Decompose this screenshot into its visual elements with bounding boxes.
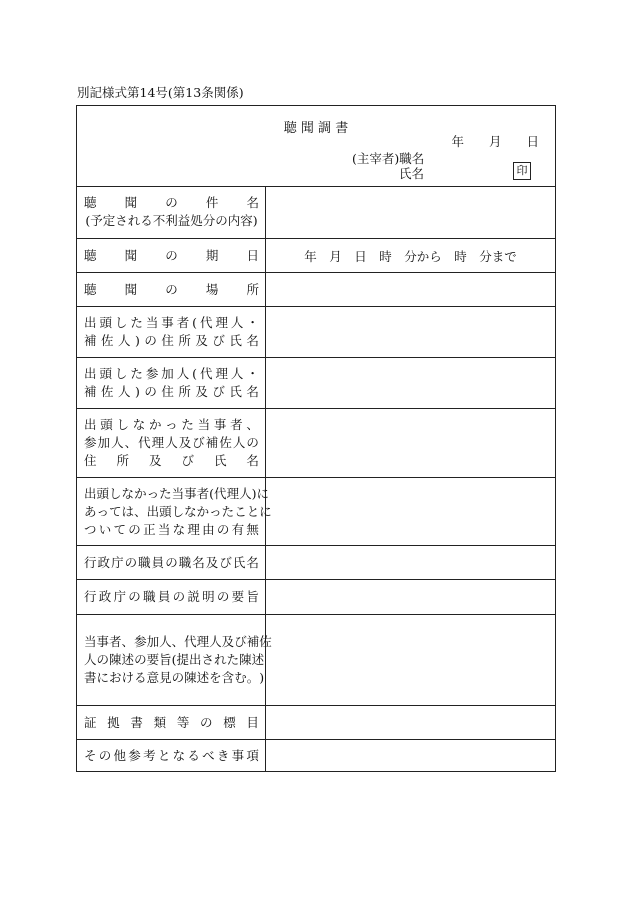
label-line: 聴 聞 の 件 名 xyxy=(84,195,259,210)
row-label xyxy=(77,615,272,705)
row-other-references xyxy=(77,740,555,771)
label-line: 証 拠 書 類 等 の 標 目 xyxy=(84,714,259,730)
row-label xyxy=(77,186,266,238)
row-hearing-place xyxy=(77,273,555,307)
row-label xyxy=(77,546,266,579)
label-line: 行 政 庁 の 職 員 の 職 名 及 び 氏 名 xyxy=(84,554,259,570)
value-cell[interactable] xyxy=(266,186,555,238)
date-line: 年 月 日 xyxy=(451,134,539,149)
form-number: 別記様式第14号(第13条関係) xyxy=(77,85,244,100)
row-evidence-list xyxy=(77,706,555,740)
label-line: あ っ て は 、 出 頭 し な か っ た こ と に xyxy=(84,503,272,519)
row-label xyxy=(77,580,266,614)
row-hearing-date xyxy=(77,239,555,273)
row-label xyxy=(77,706,266,739)
row-party-attended xyxy=(77,307,555,358)
label-line: 聴 聞 の 期 日 xyxy=(84,247,259,263)
value-cell[interactable] xyxy=(266,706,555,739)
presider-name-label: 氏名 xyxy=(399,166,425,181)
seal-mark: 印 xyxy=(513,162,531,180)
row-case-name xyxy=(77,186,555,239)
value-cell[interactable] xyxy=(266,239,555,272)
label-line: 出 頭 し た 当 事 者 ( 代 理 人 ・ xyxy=(84,315,259,330)
document-title: 聴 聞 調 書 xyxy=(283,121,349,136)
value-cell[interactable] xyxy=(266,307,555,357)
label-line: つ い て の 正 当 な 理 由 の 有 無 xyxy=(84,521,259,537)
value-cell[interactable] xyxy=(266,740,555,771)
presider-title-label: (主宰者)職名 xyxy=(352,151,425,166)
row-absence-reason xyxy=(77,478,555,546)
row-participant-attended xyxy=(77,358,555,409)
hearing-date-template: 年 月 日 時 分から 時 分まで xyxy=(304,248,517,264)
value-cell[interactable] xyxy=(266,546,555,579)
row-official-explanation xyxy=(77,580,555,615)
label-line: 出 頭 し な か っ た 当 事 者 、 xyxy=(84,417,259,432)
row-label xyxy=(77,358,266,408)
label-line: 住 所 及 び 氏 名 xyxy=(84,453,259,468)
label-line: 書 に お け る 意 見 の 陳 述 を 含 む 。 ) xyxy=(84,670,265,685)
row-absent-parties xyxy=(77,409,555,478)
label-line: 出 頭 し な か っ た 当 事 者 ( 代 理 人 ) に xyxy=(84,485,269,501)
label-line: 当 事 者 、 参 加 人 、 代 理 人 及 び 補 佐 xyxy=(84,634,272,649)
label-line: 聴 聞 の 場 所 xyxy=(84,281,259,297)
row-label xyxy=(77,307,266,357)
label-line: そ の 他 参 考 と な る べ き 事 項 xyxy=(84,747,259,763)
row-label xyxy=(77,478,272,545)
label-line: 行 政 庁 の 職 員 の 説 明 の 要 旨 xyxy=(84,589,259,604)
value-cell[interactable] xyxy=(266,580,555,614)
value-cell[interactable] xyxy=(266,273,555,306)
label-subline: (予定される不利益処分の内容) xyxy=(85,213,258,228)
row-label xyxy=(77,740,266,771)
label-line: 人 の 陳 述 の 要 旨 ( 提 出 さ れ た 陳 述 xyxy=(84,652,265,667)
value-cell[interactable] xyxy=(266,358,555,408)
label-line: 補 佐 人 ) の 住 所 及 び 氏 名 xyxy=(84,333,259,348)
row-label xyxy=(77,273,266,306)
row-statements-summary xyxy=(77,615,555,706)
value-cell[interactable] xyxy=(266,615,555,705)
label-line: 補 佐 人 ) の 住 所 及 び 氏 名 xyxy=(84,384,259,399)
form-header xyxy=(77,106,555,187)
value-cell[interactable] xyxy=(266,478,555,545)
row-label xyxy=(77,239,266,272)
label-line: 参 加 人 、 代 理 人 及 び 補 佐 人 の xyxy=(84,435,259,450)
row-label xyxy=(77,409,266,477)
row-official-name xyxy=(77,546,555,580)
value-cell[interactable] xyxy=(266,409,555,477)
hearing-record-form xyxy=(76,105,556,772)
label-line: 出 頭 し た 参 加 人 ( 代 理 人 ・ xyxy=(84,366,259,381)
